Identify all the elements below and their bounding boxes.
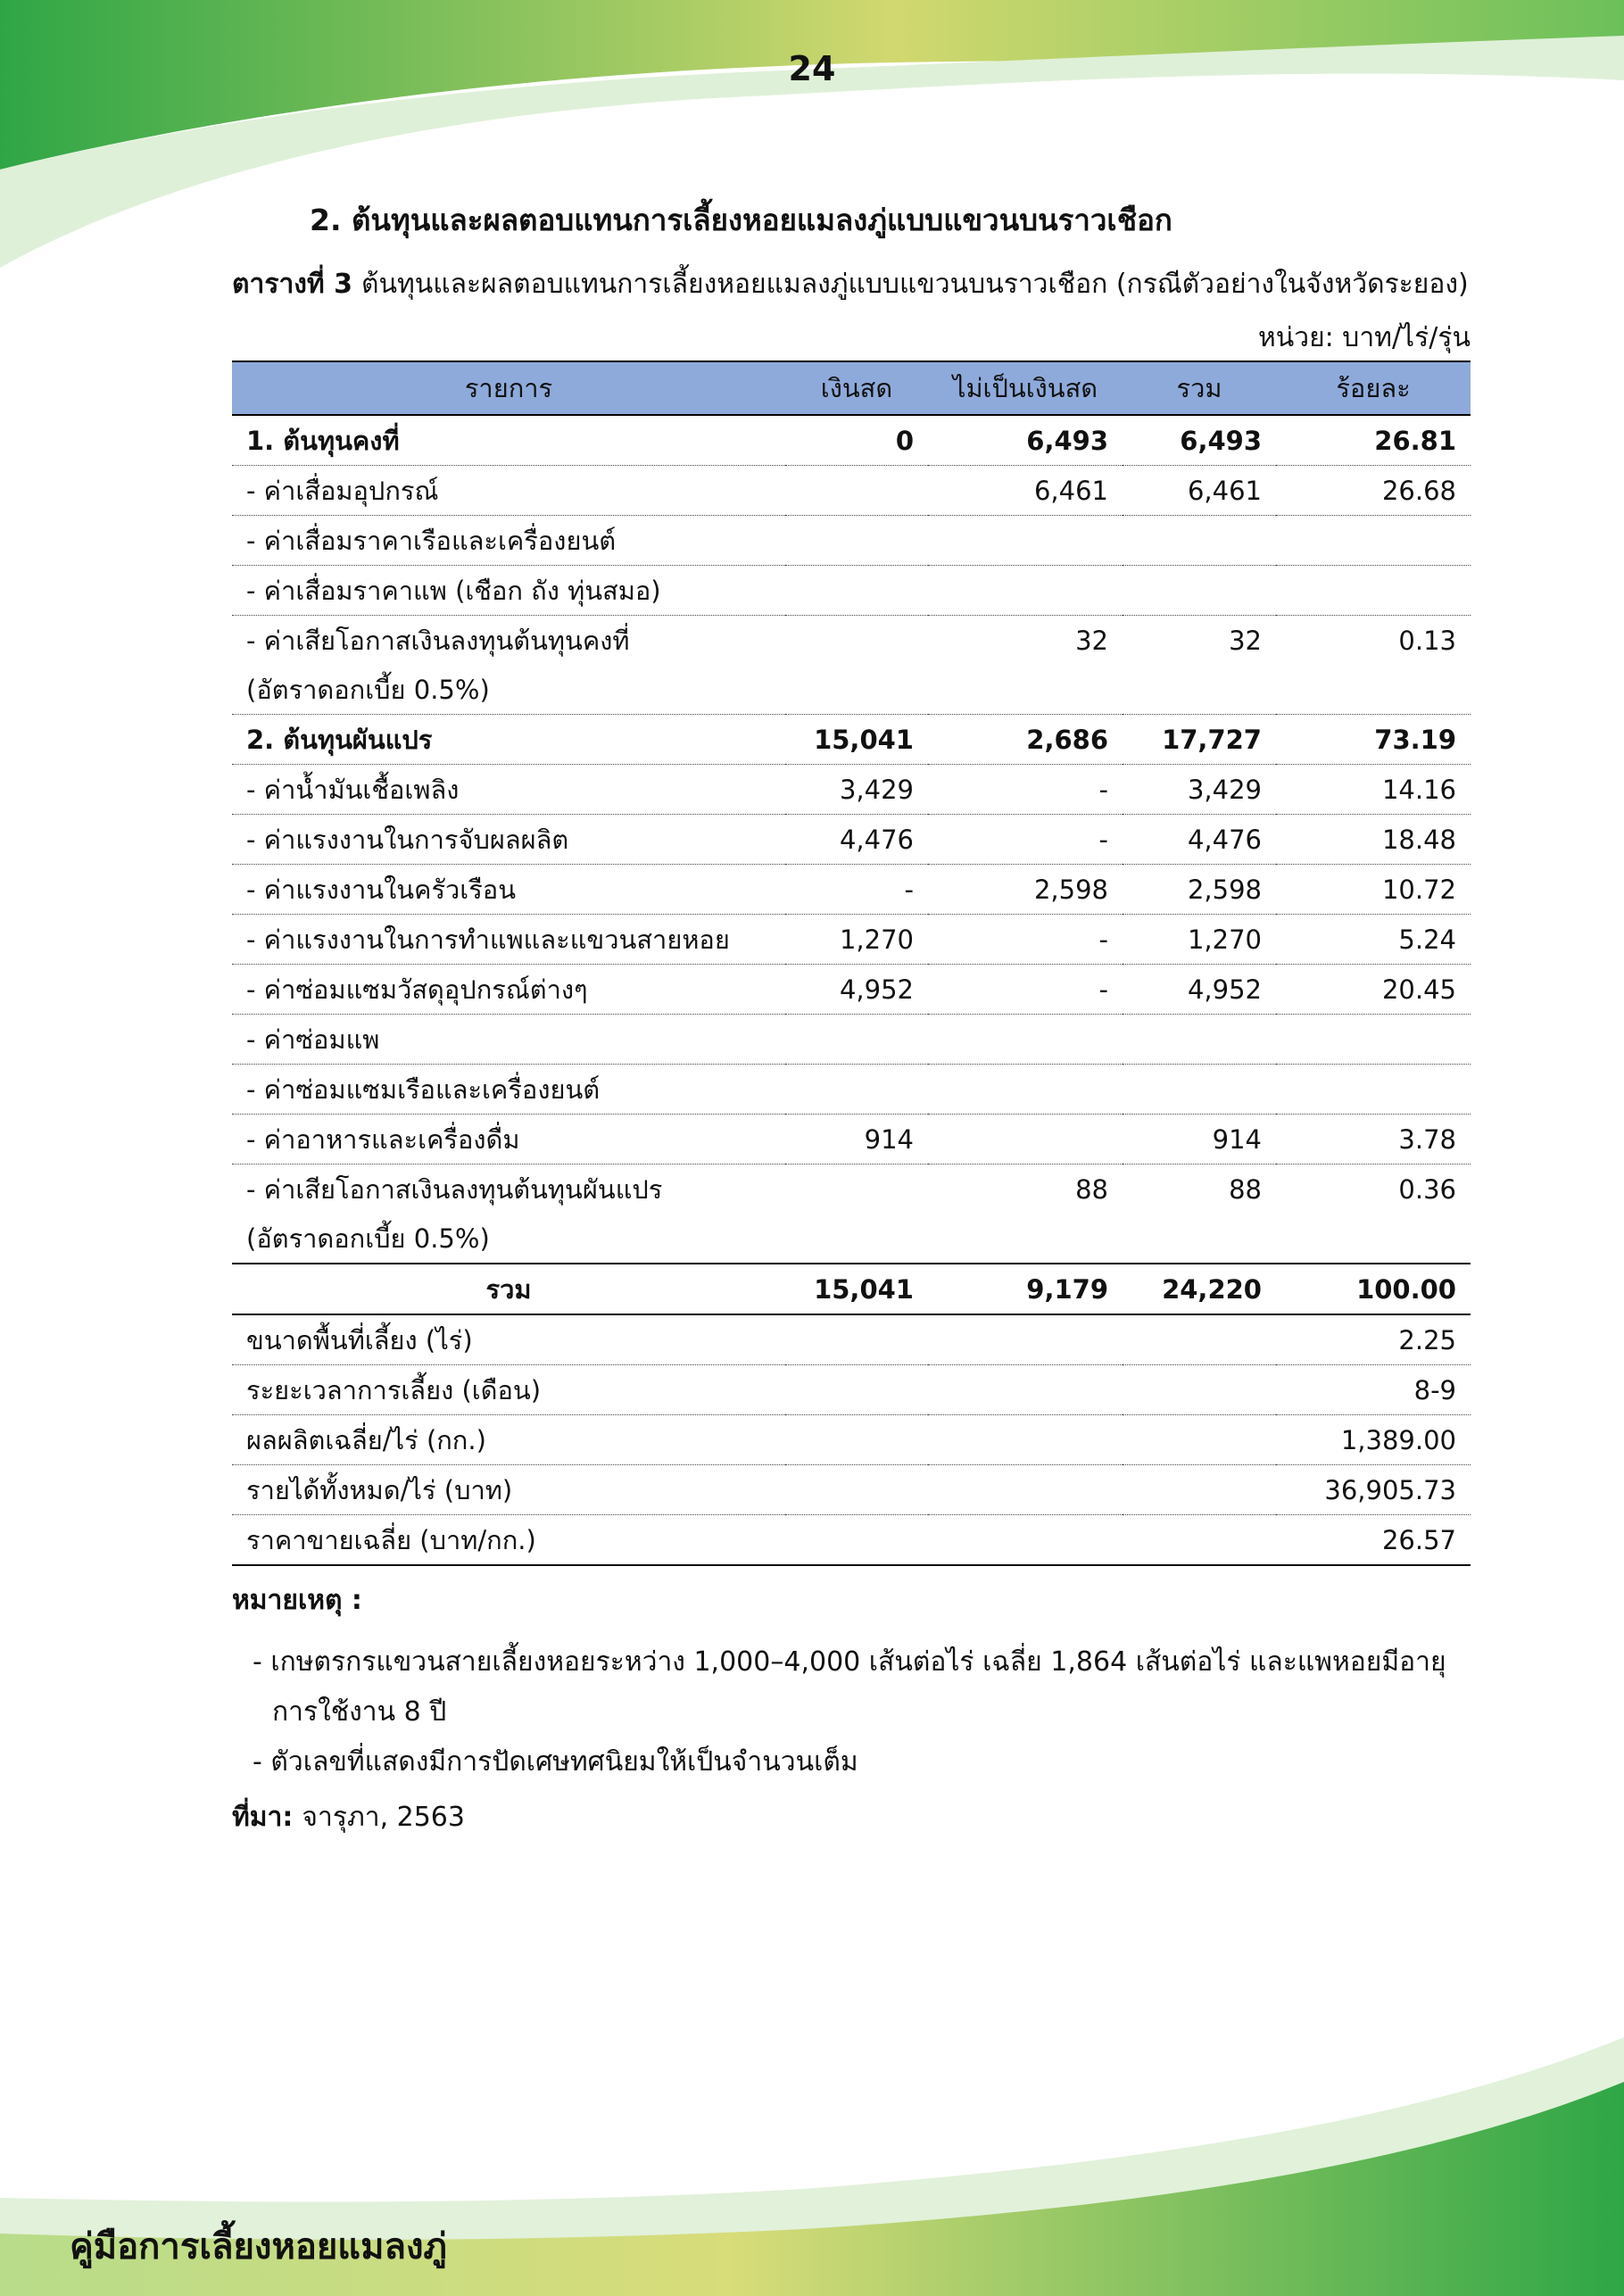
table-row [232, 765, 1471, 815]
table-row [232, 1115, 1471, 1165]
row-label: ขนาดพื้นที่เลี้ยง (ไร่) [232, 1314, 785, 1365]
section-heading: 2. ต้นทุนและผลตอบแทนการเลี้ยงหอยแมลงภู่แบบแขวนบนราวเชือก [310, 203, 1172, 237]
table-row [232, 965, 1471, 1015]
row-total-cell [1123, 1415, 1276, 1465]
row-noncash-cell [928, 665, 1123, 715]
table-row [232, 616, 1471, 666]
row-pct-cell: 5.24 [1276, 915, 1471, 965]
table-row [232, 566, 1471, 616]
row-pct-cell [1276, 1214, 1471, 1264]
row-pct-cell [1276, 1065, 1471, 1115]
row-noncash-cell: 6,493 [928, 415, 1123, 466]
row-pct-cell: 26.57 [1276, 1515, 1471, 1566]
table-row [232, 466, 1471, 516]
row-noncash-cell: - [928, 815, 1123, 865]
row-label: - ค่าเสื่อมราคาแพ (เชือก ถัง ทุ่นสมอ) [232, 566, 785, 616]
row-pct-cell: 1,389.00 [1276, 1415, 1471, 1465]
row-total-cell: 24,220 [1123, 1264, 1276, 1314]
row-pct-cell: 26.68 [1276, 466, 1471, 516]
row-total-cell: 6,493 [1123, 415, 1276, 466]
header-item: รายการ [232, 361, 785, 415]
note-item: - ตัวเลขที่แสดงมีการปัดเศษทศนิยมให้เป็นจำนวนเต็ม [253, 1746, 858, 1778]
row-noncash-cell [928, 1415, 1123, 1465]
row-noncash-cell [928, 1515, 1123, 1566]
row-total-cell: 4,476 [1123, 815, 1276, 865]
row-total-cell [1123, 1015, 1276, 1065]
row-cash-cell: 15,041 [785, 715, 928, 765]
row-cash-cell [785, 1465, 928, 1515]
row-noncash-cell [928, 516, 1123, 566]
row-total-cell: 1,270 [1123, 915, 1276, 965]
row-label: รวม [232, 1264, 785, 1314]
row-pct-cell [1276, 665, 1471, 715]
table-row [232, 865, 1471, 915]
table-row [232, 1015, 1471, 1065]
row-label: - ค่าเสื่อมอุปกรณ์ [232, 466, 785, 516]
row-total-cell: 3,429 [1123, 765, 1276, 815]
note-item: - เกษตรกรแขวนสายเลี้ยงหอยระหว่าง 1,000–4,000 เส้นต่อไร่ เฉลี่ย 1,864 เส้นต่อไร่ และแพหอยมีอายุการใช้งาน 8 ปี [253, 1646, 1446, 1728]
row-label: ผลผลิตเฉลี่ย/ไร่ (กก.) [232, 1415, 785, 1465]
source-label: ที่มา: [232, 1802, 294, 1833]
row-cash-cell: 15,041 [785, 1264, 928, 1314]
header-total: รวม [1123, 361, 1276, 415]
row-pct-cell: 26.81 [1276, 415, 1471, 466]
row-noncash-cell [928, 1314, 1123, 1365]
row-cash-cell: 914 [785, 1115, 928, 1165]
row-label: 1. ต้นทุนคงที่ [232, 415, 785, 466]
cost-return-table [232, 361, 1471, 1566]
row-total-cell [1123, 1314, 1276, 1365]
row-cash-cell: 1,270 [785, 915, 928, 965]
row-label: - ค่าเสียโอกาสเงินลงทุนต้นทุนคงที่ [246, 625, 630, 656]
table-row [232, 415, 1471, 466]
row-cash-cell [785, 566, 928, 616]
row-label: ระยะเวลาการเลี้ยง (เดือน) [232, 1365, 785, 1415]
row-cash-cell: 3,429 [785, 765, 928, 815]
row-noncash-cell [928, 1365, 1123, 1415]
row-pct-cell [1276, 516, 1471, 566]
row-pct-cell [1276, 566, 1471, 616]
row-label: - ค่าซ่อมแซมเรือและเครื่องยนต์ [232, 1065, 785, 1115]
table-row [232, 1515, 1471, 1566]
row-total-cell: 4,952 [1123, 965, 1276, 1015]
row-noncash-cell [928, 1115, 1123, 1165]
row-cash-cell [785, 466, 928, 516]
row-cash-cell: 4,476 [785, 815, 928, 865]
row-label: รายได้ทั้งหมด/ไร่ (บาท) [232, 1465, 785, 1515]
row-label: - ค่าซ่อมแซมวัสดุอุปกรณ์ต่างๆ [232, 965, 785, 1015]
table-header-row [232, 361, 1471, 415]
table-row [232, 1264, 1471, 1314]
table-row [232, 516, 1471, 566]
row-label: - ค่าเสื่อมราคาเรือและเครื่องยนต์ [232, 516, 785, 566]
row-noncash-cell: 2,686 [928, 715, 1123, 765]
row-noncash-cell: 88 [1075, 1173, 1108, 1205]
row-cash-cell [785, 1015, 928, 1065]
table-row [232, 915, 1471, 965]
table-caption [232, 263, 1472, 305]
table-body [232, 415, 1471, 1565]
row-pct-cell: 3.78 [1276, 1115, 1471, 1165]
row-label: (อัตราดอกเบี้ย 0.5%) [232, 665, 785, 715]
row-cash-cell: - [785, 865, 928, 915]
row-pct-cell: 14.16 [1276, 765, 1471, 815]
row-label: - ค่าแรงงานในการทำแพและแขวนสายหอย [232, 915, 785, 965]
row-noncash-cell: - [928, 765, 1123, 815]
row-label: - ค่าซ่อมแพ [232, 1015, 785, 1065]
row-cash-cell [785, 1065, 928, 1115]
row-noncash-cell [928, 1465, 1123, 1515]
header-noncash: ไม่เป็นเงินสด [928, 361, 1123, 415]
page-number: 24 [788, 49, 836, 88]
row-total-cell [1123, 566, 1276, 616]
row-total-cell: 6,461 [1123, 466, 1276, 516]
table-row [232, 1465, 1471, 1515]
row-noncash-cell [928, 566, 1123, 616]
table-caption-label: ตารางที่ 3 [232, 269, 353, 300]
row-noncash-cell: - [928, 915, 1123, 965]
row-noncash-cell: - [928, 965, 1123, 1015]
row-total-cell: 88 [1229, 1173, 1262, 1205]
row-total-cell [1123, 1515, 1276, 1566]
notes-title: หมายเหตุ : [232, 1585, 362, 1616]
row-noncash-cell [928, 1065, 1123, 1115]
table-row [232, 665, 1471, 715]
row-pct-cell: 8-9 [1276, 1365, 1471, 1415]
row-total-cell: 2,598 [1123, 865, 1276, 915]
row-total-cell [1123, 1065, 1276, 1115]
row-cash-cell [785, 1314, 928, 1365]
row-label: - ค่าอาหารและเครื่องดื่ม [232, 1115, 785, 1165]
row-cash-cell [785, 1365, 928, 1415]
row-pct-cell: 36,905.73 [1276, 1465, 1471, 1515]
notes-section [232, 1579, 1472, 1838]
row-pct-cell: 73.19 [1276, 715, 1471, 765]
row-pct-cell: 18.48 [1276, 815, 1471, 865]
row-pct-cell: 0.13 [1398, 625, 1456, 656]
unit-label: หน่วย: บาท/ไร่/รุ่น [1257, 322, 1471, 353]
source-line [232, 1796, 1472, 1838]
row-total-cell [1123, 665, 1276, 715]
row-noncash-cell: 9,179 [928, 1264, 1123, 1314]
row-noncash-cell [928, 1214, 1123, 1264]
header-cash: เงินสด [785, 361, 928, 415]
row-total-cell: 914 [1123, 1115, 1276, 1165]
row-total-cell: 32 [1229, 625, 1262, 656]
row-label: - ค่าแรงงานในการจับผลผลิต [232, 815, 785, 865]
header-percent: ร้อยละ [1276, 361, 1471, 415]
row-noncash-cell: 6,461 [928, 466, 1123, 516]
row-label: 2. ต้นทุนผันแปร [232, 715, 785, 765]
table-row [232, 815, 1471, 865]
row-cash-cell [785, 1415, 928, 1465]
row-pct-cell: 10.72 [1276, 865, 1471, 915]
row-noncash-cell [928, 1015, 1123, 1065]
row-noncash-cell: 2,598 [928, 865, 1123, 915]
row-cash-cell [785, 1165, 928, 1214]
table-row [232, 1065, 1471, 1115]
row-total-cell: 17,727 [1123, 715, 1276, 765]
row-label: (อัตราดอกเบี้ย 0.5%) [232, 1214, 785, 1264]
table-row [232, 1415, 1471, 1465]
source-text: จารุภา, 2563 [302, 1802, 465, 1833]
table-row [232, 1365, 1471, 1415]
row-cash-cell [785, 1515, 928, 1566]
row-cash-cell [785, 516, 928, 566]
table-caption-text: ต้นทุนและผลตอบแทนการเลี้ยงหอยแมลงภู่แบบแขวนบนราวเชือก (กรณีตัวอย่างในจังหวัดระยอง) [361, 269, 1469, 300]
row-total-cell [1123, 516, 1276, 566]
row-cash-cell: 0 [785, 415, 928, 466]
row-pct-cell: 20.45 [1276, 965, 1471, 1015]
row-cash-cell [785, 665, 928, 715]
row-label: - ค่าแรงงานในครัวเรือน [232, 865, 785, 915]
row-label: ราคาขายเฉลี่ย (บาท/กก.) [232, 1515, 785, 1566]
row-total-cell [1123, 1465, 1276, 1515]
row-pct-cell: 0.36 [1398, 1173, 1456, 1205]
row-cash-cell: 4,952 [785, 965, 928, 1015]
table-row [232, 1165, 1471, 1214]
row-noncash-cell: 32 [1075, 625, 1108, 656]
row-pct-cell: 100.00 [1276, 1264, 1471, 1314]
table-row [232, 1314, 1471, 1365]
row-label: - ค่าเสียโอกาสเงินลงทุนต้นทุนผันแปร [246, 1173, 663, 1205]
row-pct-cell: 2.25 [1276, 1314, 1471, 1365]
row-pct-cell [1276, 1015, 1471, 1065]
row-total-cell [1123, 1214, 1276, 1264]
row-cash-cell [785, 1214, 928, 1264]
row-label: - ค่าน้ำมันเชื้อเพลิง [232, 765, 785, 815]
footer-title: คู่มือการเลี้ยงหอยแมลงภู่ [70, 2226, 447, 2267]
row-total-cell [1123, 1365, 1276, 1415]
row-cash-cell [785, 616, 928, 666]
table-row [232, 715, 1471, 765]
table-row [232, 1214, 1471, 1264]
